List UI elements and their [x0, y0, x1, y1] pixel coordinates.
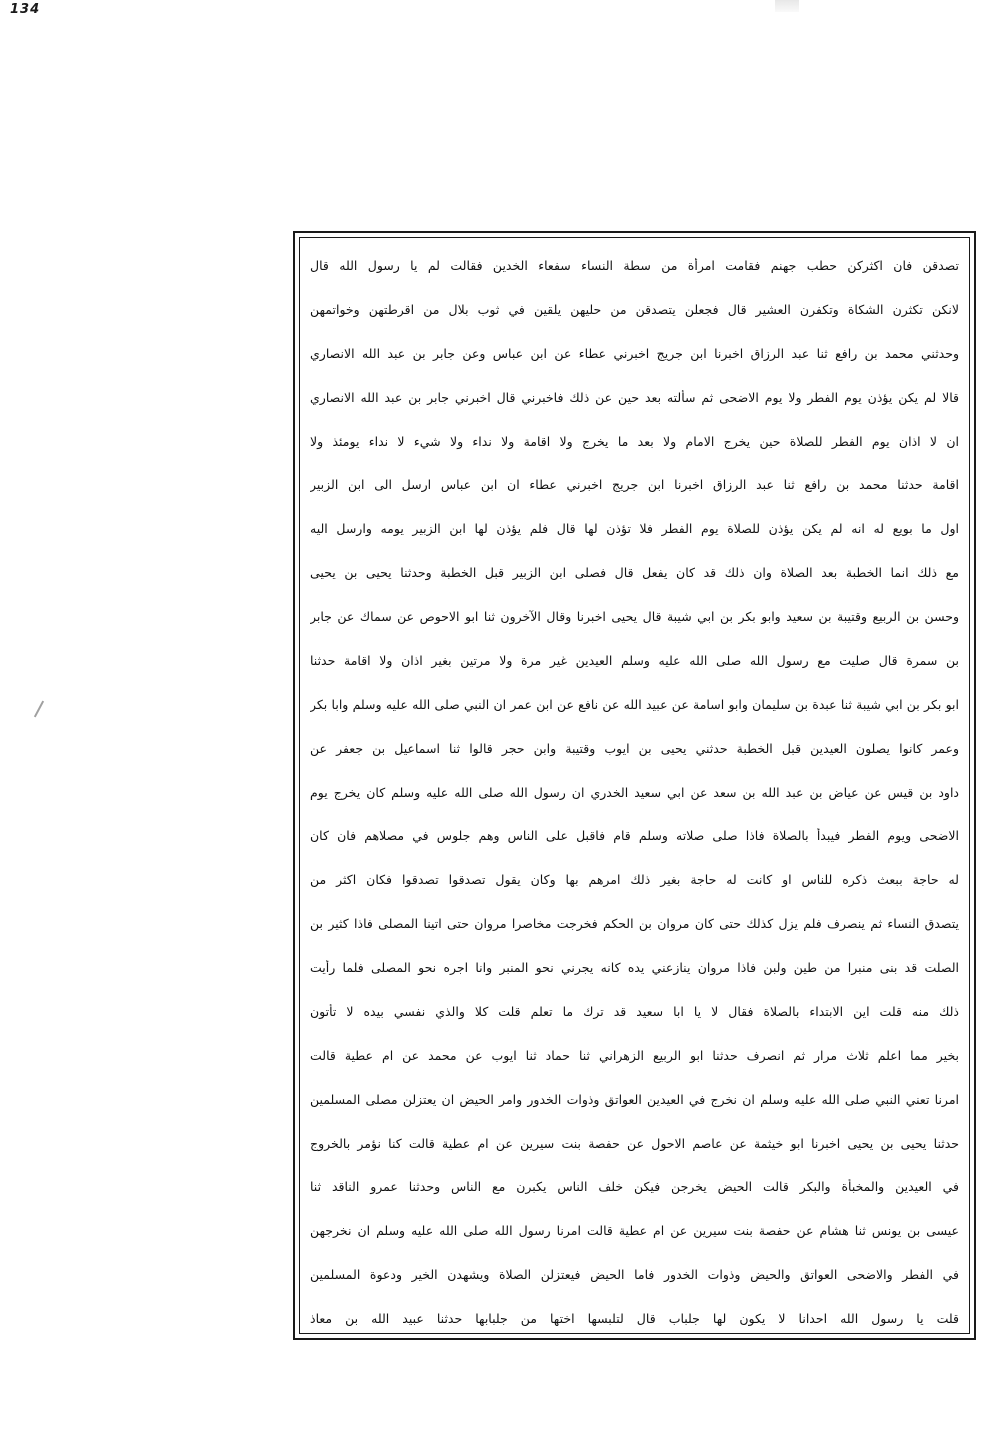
text-line: في الفطر والاضحى العواتق والحيض وذوات الخدور فاما الحيض فيعتزلن الصلاة ويشهدن الخير ودعوة المسلمين [310, 1267, 959, 1283]
scan-smudge [775, 0, 799, 12]
text-line: قلت يا رسول الله احدانا لا يكون لها جلباب قال لتلبسها اختها من جلبابها حدثنا عبيد الله بن معاذ [310, 1311, 959, 1326]
scan-mark [34, 701, 44, 718]
text-line: يتصدق النساء ثم ينصرف فلم يزل كذلك حتى كان مروان بن الحكم فخرجت مخاصرا مروان حتى اتينا المصلى فاذا كثير بن [310, 916, 959, 932]
text-line: اول ما بويع له انه لم يكن يؤذن للصلاة يوم الفطر فلا تؤذن لها قال فلم يؤذن لها ابن الزبير يومه وارسل اليه [310, 521, 959, 537]
text-line: لانكن تكثرن الشكاة وتكفرن العشير قال فجعلن يتصدقن من حليهن يلقين في ثوب بلال من اقرطتهن وخواتمهن [310, 301, 959, 317]
text-line: اقامة حدثنا محمد بن رافع ثنا عبد الرزاق اخبرنا ابن جريج اخبرني عطاء ان ابن عباس ارسل الى ابن الزبير [310, 477, 959, 493]
text-line: قالا لم يكن يؤذن يوم الفطر ولا يوم الاضحى ثم سألته بعد حين عن ذلك فاخبرني قال اخبرني جابر بن عبد الله الانصاري [310, 389, 959, 405]
page-number: 134 [10, 2, 41, 17]
text-line: وعمر كانوا يصلون العيدين قبل الخطبة حدثني يحيى بن ايوب وقتيبة وابن حجر قالوا ثنا اسماعيل بن جعفر عن [310, 740, 959, 756]
text-line: تصدقن فان اكثركن حطب جهنم فقامت امرأة من سطة النساء سفعاء الخدين فقالت لم يا رسول الله قال [310, 258, 959, 273]
text-line: داود بن قيس عن عياض بن عبد الله بن سعد عن ابي سعيد الخدري ان رسول الله صلى الله عليه وسلم كان يخرج يوم [310, 784, 959, 800]
text-line: في العيدين والمخبأة والبكر قالت الحيض يخرجن فيكن خلف الناس يكبرن مع الناس وحدثنا عمرو الناقد ثنا [310, 1179, 959, 1195]
text-line: حدثنا يحيى بن يحيى اخبرنا ابو خيثمة عن عاصم الاحول عن حفصة بنت سيرين عن ام عطية قالت كنا نؤمر بالخروج [310, 1135, 959, 1151]
text-line: ذلك منه قلت اين الابتداء بالصلاة فقال لا يا ابا سعيد قد ترك ما تعلم قلت كلا والذي نفسي بيده لا تأتون [310, 1003, 959, 1019]
text-line: امرنا تعني النبي صلى الله عليه وسلم ان نخرج في العيدين العواتق وذوات الخدور وامر الحيض ان يعتزلن مصلى المسلمين [310, 1091, 959, 1107]
text-line: الصلت قد بنى منبرا من طين ولبن فاذا مروان ينازعني يده كانه يجرني نحو المنبر وانا اجره نحو المصلى فلما رأيت [310, 960, 959, 975]
text-line: ابو بكر بن ابي شيبة ثنا عبدة بن سليمان وابو اسامة عن عبيد الله عن نافع عن ابن عمر ان النبي صلى الله عليه وسلم وابا بكر [310, 696, 959, 712]
text-line: ان لا اذان يوم الفطر للصلاة حين يخرج الامام ولا بعد ما يخرج ولا اقامة ولا نداء ولا شيء لا نداء يومئذ ولا [310, 433, 959, 449]
text-line: بن سمرة قال صليت مع رسول الله صلى الله عليه وسلم العيدين غير مرة ولا مرتين بغير اذان ولا اقامة حدثنا [310, 652, 959, 668]
text-line: وحدثني محمد بن رافع ثنا عبد الرزاق اخبرنا ابن جريج اخبرني عطاء عن ابن عباس وعن جابر بن عبد الله الانصاري [310, 345, 959, 361]
text-line: عيسى بن يونس ثنا هشام عن حفصة بنت سيرين عن ام عطية قالت امرنا رسول الله صلى الله عليه وسلم ان نخرجهن [310, 1223, 959, 1239]
manuscript-text-block [310, 258, 959, 1327]
text-line: الاضحى ويوم الفطر فيبدأ بالصلاة فاذا صلى صلاته وسلم قام فاقبل على الناس وهم جلوس في مصلاهم فان كان [310, 828, 959, 844]
text-line: وحسن بن الربيع وقتيبة بن سعيد وابو بكر بن ابي شيبة قال يحيى اخبرنا وقال الآخرون ثنا ابو الاحوص عن سماك عن جابر [310, 609, 959, 624]
text-line: بخير مما اعلم ثلاث مرار ثم انصرف حدثنا ابو الربيع الزهراني ثنا حماد ثنا ايوب عن محمد عن ام عطية قالت [310, 1047, 959, 1063]
page-frame-inner [299, 237, 970, 1334]
text-line: له حاجة ببعث ذكره للناس او كانت له حاجة بغير ذلك امرهم بها وكان يقول تصدقوا تصدقوا فكان اكثر من [310, 872, 959, 888]
text-line: مع ذلك انما الخطبة بعد الصلاة وان ذلك قد كان يفعل قال فصلى ابن الزبير قبل الخطبة وحدثنا يحيى بن يحيى [310, 565, 959, 581]
